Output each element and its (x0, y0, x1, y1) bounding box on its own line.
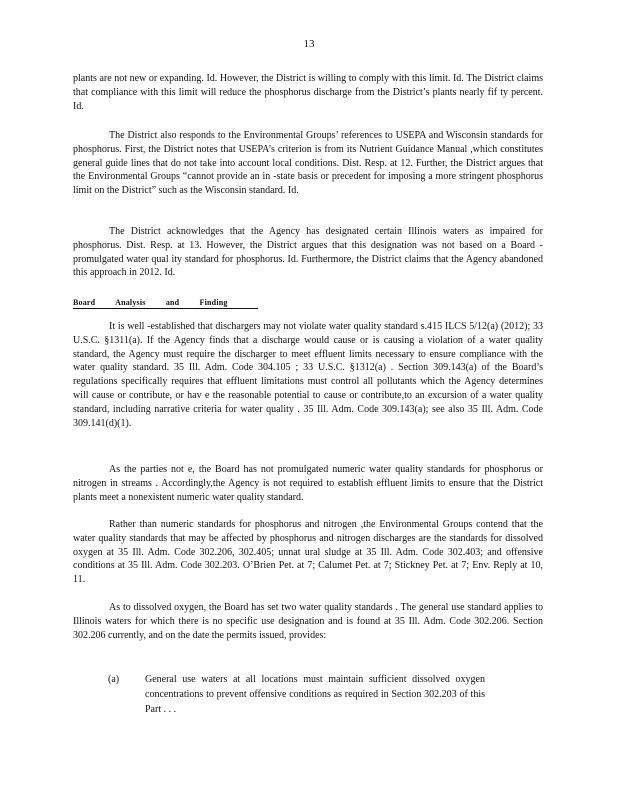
page-number: 13 (303, 38, 315, 50)
provision-label: (a) (108, 674, 120, 685)
paragraph-no-numeric-standards: As the parties not e, the Board has not promulgated numeric water quality standards for phosphorus or nitrogen in streams . Accordingly,the Agency is not required to establish effluent limits to ensure that the District plants meet a nonexistent numeric water quality standard. (73, 464, 543, 503)
heading-word: Board (73, 298, 96, 307)
section-heading (73, 298, 258, 309)
paragraph-impaired-waters: The District acknowledges that the Agency has designated certain Illinois waters as impaired for phosphorus. Dist. Resp. at 13. However, the District argues that this designation was not based on a Board -promulgated water qual ity standard for phosphorus. Id. Furthermore, the District claims that the Agency abandoned this approach in 2012. Id. (73, 226, 543, 279)
paragraph-usepa-wisconsin: The District also responds to the Environmental Groups’ references to USEPA and Wisconsin standards for phosphorus. First, the District notes that USEPA’s criterion is from its Nutrient Guidance Manual ,which constitutes general guide lines that do not take into account local conditions. Dist. Resp. at 12. Further, the District argues that the Environmental Groups “cannot provide an in -state basis or precedent for imposing a more stringent phosphorus limit on the District” such as the Wisconsin standard. Id. (73, 130, 543, 197)
paragraph-water-quality-standard: It is well -established that dischargers may not violate water quality standard s.415 ILCS 5/12(a) (2012); 33 U.S.C. §1311(a). If the Agency finds that a discharge would cause or is causing a violation of a water quality standard, the Agency must require the discharger to meet effluent limits necessary to ensure compliance with the water quality standard. 35 Ill. Adm. Code 304.105 ; 33 U.S.C. §1312(a) . Section 309.143(a) of the Board’s regulations specifically requires that effluent limitations must control all pollutants which the Agency determines will cause or contribute, or hav e the reasonable potential to cause or contribute,to an excursion of a water quality standard, including narrative criteria for water quality . 35 Ill. Adm. Code 309.143(a); see also 35 Ill. Adm. Code 309.141(d)(1). (73, 321, 543, 429)
heading-word: Finding (199, 298, 228, 307)
provision-text: General use waters at all locations must maintain sufficient dissolved oxygen concentrations to prevent offensive conditions as required in Section 302.203 of this Part . . . (145, 674, 485, 715)
paragraph-dissolved-oxygen: As to dissolved oxygen, the Board has set two water quality standards . The general use standard applies to Illinois waters for which there is no specific use designation and is found at 35 Ill. Adm. Code 302.206. Section 302.206 currently, and on the date the permits issued, provides: (73, 602, 543, 641)
heading-word: Analysis (115, 298, 146, 307)
paragraph-environmental-groups: Rather than numeric standards for phosphorus and nitrogen ,the Environmental Groups contend that the water quality standards that may be affected by phosphorus and nitrogen discharges are the standards for dissolved oxygen at 35 Ill. Adm. Code 302.206, 302.405; unnat ural sludge at 35 Ill. Adm. Code 302.403; and offensive conditions at 35 Ill. Adm. Code 302.203. O’Brien Pet. at 7; Calumet Pet. at 7; Stickney Pet. at 7; Env. Reply at 10, 11. (73, 519, 543, 586)
heading-word: and (165, 298, 180, 307)
paragraph-district-limit: plants are not new or expanding. Id. However, the District is willing to comply with this limit. Id. The District claims that compliance with this limit will reduce the phosphorus discharge from the District’s plants nearly fif ty percent. Id. (73, 73, 543, 112)
